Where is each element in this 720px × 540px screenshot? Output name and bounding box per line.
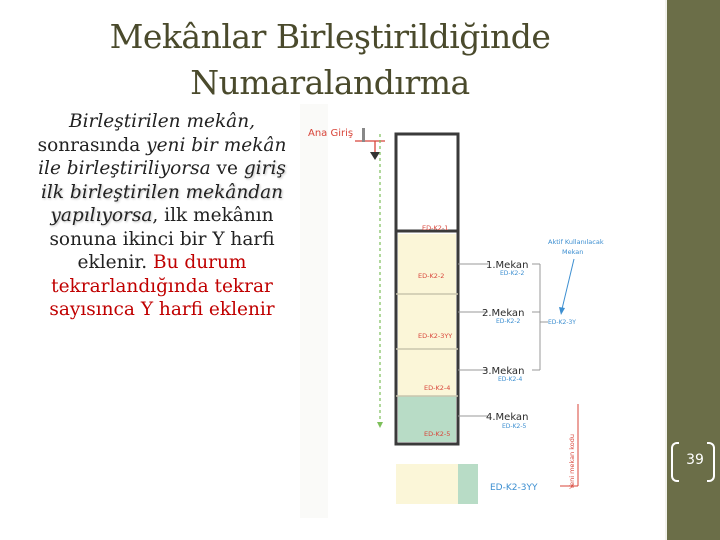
code-k2-5: ED-K2-5	[424, 430, 451, 438]
mekan-code-2: ED-K2-2	[496, 318, 521, 325]
body-seg-3: yeni bir mekân ile birleştiriliyorsa	[38, 134, 287, 179]
slide-title-line2: Numaralandırma	[190, 63, 470, 102]
figure-margin	[300, 104, 328, 518]
ana-giris-label: Ana Giriş	[308, 128, 354, 139]
body-seg-7: Bu durum tekrarlandığında tekrar sayısınca Y harfi eklenir	[49, 252, 275, 320]
room-k2-2	[398, 234, 456, 294]
mekan-code-1: ED-K2-2	[500, 270, 525, 277]
body-seg-2: sonrasında	[37, 134, 147, 156]
bottom-code: ED-K2-3YY	[490, 483, 538, 493]
body-seg-1: Birleştirilen mekân,	[68, 111, 255, 132]
body-paragraph	[24, 110, 300, 322]
slide-title-line1: Mekânlar Birleştirildiğinde	[109, 17, 551, 56]
mekan-code-3: ED-K2-4	[498, 376, 523, 383]
side-code: ED-K2-3Y	[548, 319, 576, 326]
code-k2-2: ED-K2-2	[418, 272, 445, 280]
merged-room-yellow	[396, 464, 458, 504]
mekan-label-1: 1.Mekan	[486, 260, 529, 271]
page-number: 39	[686, 452, 704, 468]
page-badge-right-bracket	[707, 442, 715, 482]
mekan-label-2: 2.Mekan	[482, 308, 525, 319]
code-k2-1: ED-K2-1	[422, 224, 449, 232]
aktif-label-line2: Mekan	[562, 248, 584, 256]
merged-room-green	[458, 464, 478, 504]
yeni-mekan-kodu-label: Yeni mekan kodu	[568, 433, 576, 489]
door-marker-icon	[362, 128, 365, 142]
mekan-code-4: ED-K2-5	[502, 423, 527, 430]
body-seg-6: , ilk mekânın sonuna ikinci bir Y harfi eklenir.	[49, 205, 275, 273]
figure-background	[300, 104, 630, 518]
slide-title	[60, 14, 600, 106]
code-k2-4: ED-K2-4	[424, 384, 451, 392]
mekan-label-3: 3.Mekan	[482, 366, 525, 377]
body-seg-5: giriş ilk birleştirilen mekândan yapılıyorsa	[40, 158, 286, 226]
floor-plan-figure	[300, 104, 630, 518]
room-k2-3yy	[398, 294, 456, 349]
mekan-label-4: 4.Mekan	[486, 412, 529, 423]
body-seg-4: ve	[210, 158, 244, 179]
code-k2-3yy: ED-K2-3YY	[418, 332, 453, 340]
aktif-label-line1: Aktif Kullanılacak	[548, 238, 604, 246]
